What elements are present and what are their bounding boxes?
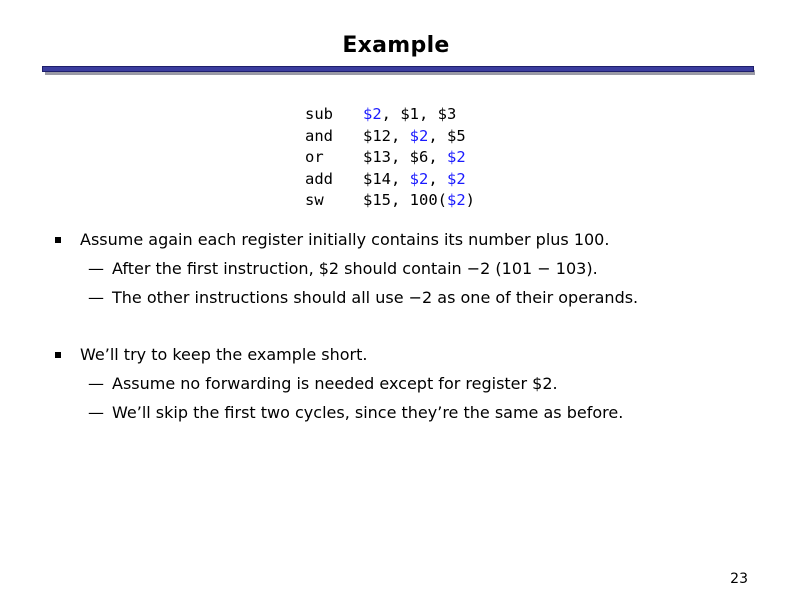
title-rule [42,66,754,72]
operand: , $5 [428,126,466,145]
dash-bullet-icon: — [88,374,104,393]
operand: $12, [363,126,410,145]
code-line [305,126,475,148]
opcode: sw [305,191,324,209]
bullet-item [80,343,367,367]
square-bullet-icon [55,237,61,243]
sub-bullet-text: The other instructions should all use −2 as one of their operands. [112,288,639,307]
dash-bullet-icon: — [88,403,104,422]
operand: , [428,169,448,188]
code-line [305,169,475,191]
opcode: add [305,169,333,188]
sub-bullet-item [88,257,598,281]
square-bullet-icon [55,352,61,358]
code-block [305,104,475,212]
bullet-text: Assume again each register initially contains its number plus 100. [80,230,610,249]
code-line [305,104,475,126]
sub-bullet-text: After the first instruction, $2 should contain −2 (101 − 103). [112,259,598,278]
dash-bullet-icon: — [88,288,104,307]
opcode: sub [305,105,333,123]
operand: $2 [409,169,429,188]
sub-bullet-text: Assume no forwarding is needed except for register $2. [112,374,558,393]
bullet-item [80,228,609,252]
opcode: and [305,126,333,145]
operand: ) [465,191,476,209]
slide-title: Example [342,33,450,58]
dash-bullet-icon: — [88,259,104,278]
sub-bullet-text: We’ll skip the first two cycles, since they’re the same as before. [112,403,624,422]
operand: , $1, $3 [381,105,457,123]
code-line [305,147,475,169]
operand: $2 [409,126,429,145]
operand: $2 [363,105,382,123]
sub-bullet-item [88,401,624,425]
page-number: 23 [730,571,748,587]
operand: $14, [363,169,410,188]
code-line [305,190,475,212]
opcode: or [305,148,324,166]
sub-bullet-item [88,286,639,310]
operand: $15, 100( [363,191,447,209]
operand: $2 [447,191,466,209]
sub-bullet-item [88,372,558,396]
operand: $2 [447,148,466,166]
bullet-text: We’ll try to keep the example short. [80,345,368,364]
operand: $13, $6, [363,148,447,166]
operand: $2 [447,169,466,188]
